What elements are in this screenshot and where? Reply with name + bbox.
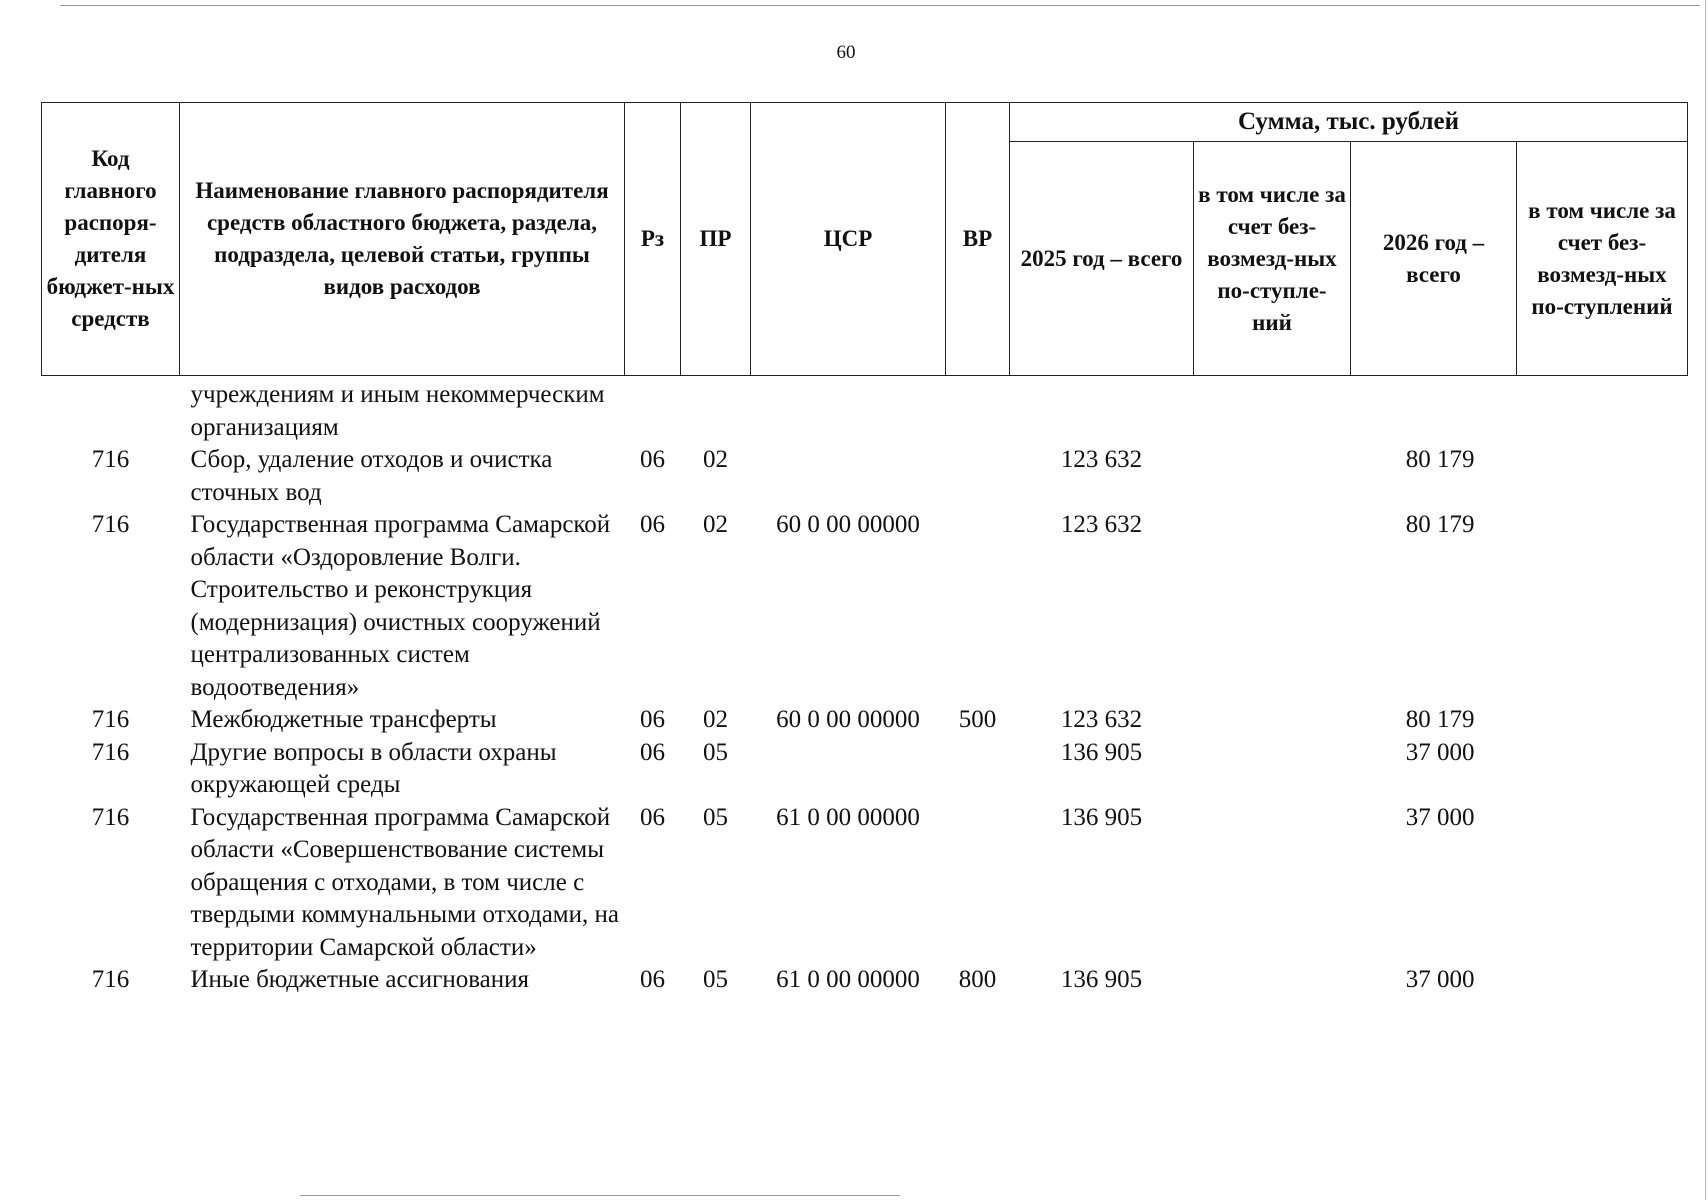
cell-pr: 05: [703, 966, 728, 993]
cell-csr: [751, 737, 946, 802]
cell-csr: 60 0 00 00000: [776, 511, 920, 538]
cell-name: Государственная программа Самарской области «Совершенствование системы обращения с отходами, в том числе с твердыми коммунальными отходами, на территории Самарской области»: [190, 803, 619, 961]
cell-2025-free: [1194, 737, 1351, 802]
table-row: [42, 444, 1688, 509]
cell-2025-total: [1010, 376, 1194, 445]
cell-vr: 500: [958, 706, 997, 733]
cell-2025-total: 123 632: [1060, 706, 1143, 733]
cell-csr: 61 0 00 00000: [776, 966, 920, 993]
table-row: [42, 802, 1688, 965]
table-row: [42, 704, 1688, 737]
cell-vr: [946, 737, 1010, 802]
header-code: Код главного распоря-дителя бюджет-ных средств: [42, 103, 180, 376]
cell-csr: 61 0 00 00000: [776, 803, 920, 831]
cell-name: Государственная программа Самарской области «Оздоровление Волги. Строительство и реконструкция (модернизация) очистных сооружений централизованных систем водоотведения»: [190, 511, 611, 701]
cell-2026-free: [1517, 509, 1688, 704]
header-pr: ПР: [681, 103, 751, 376]
header-csr: ЦСР: [751, 103, 946, 376]
cell-name: Иные бюджетные ассигнования: [190, 966, 530, 993]
header-2025-free: в том числе за счет без-возмезд-ных по-ступле-ний: [1194, 142, 1351, 376]
table-row: [42, 509, 1688, 704]
cell-2026-free: [1517, 802, 1688, 965]
table-row: [42, 964, 1688, 997]
cell-2026-free: [1517, 964, 1688, 997]
cell-code: [42, 376, 180, 445]
cell-pr: [681, 376, 751, 445]
cell-2025-total: 123 632: [1060, 446, 1143, 473]
cell-2025-free: [1194, 964, 1351, 997]
cell-name: Межбюджетные трансферты: [190, 706, 497, 733]
cell-2025-free: [1194, 509, 1351, 704]
cell-pr: 02: [703, 446, 728, 473]
cell-2026-total: 80 179: [1405, 511, 1475, 538]
cell-code: 716: [91, 803, 130, 831]
cell-2026-free: [1517, 444, 1688, 509]
cell-pr: 02: [703, 511, 728, 538]
table-body: [42, 376, 1688, 997]
table-row: [42, 737, 1688, 802]
cell-2025-free: [1194, 704, 1351, 737]
cell-2026-total: 80 179: [1405, 706, 1475, 733]
cell-rz: 06: [640, 706, 665, 733]
cell-2026-free: [1517, 376, 1688, 445]
cell-2025-free: [1194, 376, 1351, 445]
cell-rz: 06: [640, 966, 665, 993]
cell-csr: 60 0 00 00000: [776, 706, 920, 733]
cell-vr: [946, 444, 1010, 509]
scan-edge-right: [1705, 0, 1706, 1200]
cell-2026-total: 37 000: [1405, 738, 1475, 766]
header-vr: ВР: [946, 103, 1010, 376]
cell-2025-free: [1194, 444, 1351, 509]
page-number: 60: [836, 42, 856, 63]
cell-name: Другие вопросы в области охраны окружающей среды: [190, 738, 557, 798]
cell-vr: [946, 376, 1010, 445]
cell-2025-free: [1194, 802, 1351, 965]
cell-csr: [751, 376, 946, 445]
cell-code: 716: [91, 446, 130, 473]
cell-code: 716: [91, 706, 130, 733]
header-rz: Рз: [625, 103, 681, 376]
cell-2026-total: 37 000: [1405, 966, 1475, 993]
cell-2026-total: [1351, 376, 1517, 445]
cell-pr: 05: [703, 803, 728, 831]
cell-code: 716: [91, 511, 130, 538]
header-2026-free: в том числе за счет без-возмезд-ных по-ступлений: [1517, 142, 1688, 376]
header-sum-group: Сумма, тыс. рублей: [1010, 103, 1688, 142]
cell-rz: 06: [640, 738, 665, 766]
cell-name: учреждениям и иным некоммерческим организациям: [190, 381, 605, 441]
cell-name: Сбор, удаление отходов и очистка сточных вод: [190, 446, 553, 506]
cell-rz: [625, 376, 681, 445]
cell-2026-free: [1517, 704, 1688, 737]
cell-2026-free: [1517, 737, 1688, 802]
scan-edge-bottom: [300, 1195, 900, 1196]
cell-pr: 02: [703, 706, 728, 733]
cell-2026-total: 80 179: [1405, 446, 1475, 473]
cell-2025-total: 136 905: [1060, 966, 1143, 993]
budget-table: [41, 102, 1688, 997]
cell-rz: 06: [640, 446, 665, 473]
cell-rz: 06: [640, 511, 665, 538]
header-2026-total: 2026 год – всего: [1351, 142, 1517, 376]
cell-vr: 800: [958, 966, 997, 993]
table-row: [42, 376, 1688, 445]
cell-2025-total: 136 905: [1060, 803, 1143, 831]
cell-code: 716: [91, 966, 130, 993]
table-header: [42, 103, 1688, 376]
cell-csr: [751, 444, 946, 509]
cell-pr: 05: [703, 738, 728, 766]
cell-2026-total: 37 000: [1405, 803, 1475, 831]
cell-rz: 06: [640, 803, 665, 831]
cell-vr: [946, 509, 1010, 704]
cell-2025-total: 136 905: [1060, 738, 1143, 766]
header-2025-total: 2025 год – всего: [1010, 142, 1194, 376]
scan-edge-top: [60, 5, 1700, 6]
cell-2025-total: 123 632: [1060, 511, 1143, 538]
cell-code: 716: [91, 738, 130, 766]
header-name: Наименование главного распорядителя средств областного бюджета, раздела, подраздела, целевой статьи, группы видов расходов: [180, 103, 625, 376]
cell-vr: [946, 802, 1010, 965]
